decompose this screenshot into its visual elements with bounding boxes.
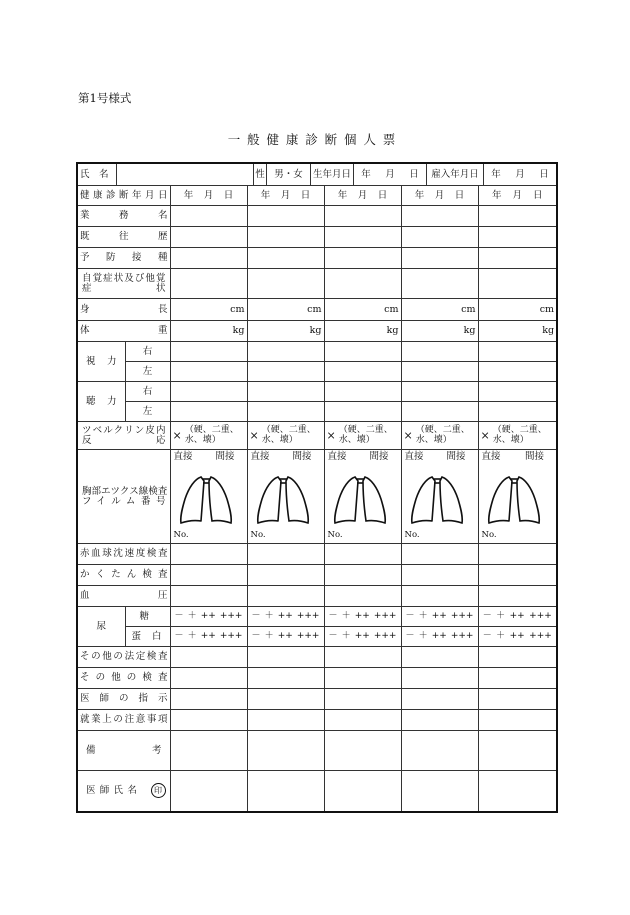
birth-month: 月: [385, 168, 395, 180]
other-legal-row: [77, 647, 557, 668]
hearing-cell[interactable]: [478, 402, 557, 422]
history-cell[interactable]: [324, 227, 401, 248]
remarks-cell[interactable]: [478, 731, 557, 771]
weight-cell[interactable]: kg: [478, 321, 557, 342]
doctor-instruction-cell[interactable]: [401, 689, 478, 710]
sugar-cell[interactable]: － ＋ ++ +++: [247, 607, 324, 627]
symptoms-label: 自覚症状及び他覚 症状: [77, 269, 170, 299]
other-exam-row: [77, 668, 557, 689]
symptoms-cell[interactable]: [247, 269, 324, 299]
other-legal-cell[interactable]: [401, 647, 478, 668]
vision-cell[interactable]: [478, 342, 557, 362]
vision-cell[interactable]: [401, 362, 478, 382]
tuberculin-row: [77, 422, 557, 450]
vision-cell[interactable]: [401, 342, 478, 362]
esr-cell[interactable]: [247, 544, 324, 565]
tuberculin-cell[interactable]: × （硬、二重、 水、壊）: [324, 422, 401, 450]
work-notes-cell[interactable]: [324, 710, 401, 731]
sex-label: 性: [254, 164, 267, 185]
other-legal-cell[interactable]: [170, 647, 247, 668]
vision-cell[interactable]: [170, 342, 247, 362]
vaccination-cell[interactable]: [401, 248, 478, 269]
vision-cell[interactable]: [170, 362, 247, 382]
other-exam-cell[interactable]: [478, 668, 557, 689]
birth-label: 生年月日: [311, 164, 354, 185]
height-cell[interactable]: cm: [170, 299, 247, 321]
job-cell[interactable]: [478, 206, 557, 227]
doctor-name-cell[interactable]: [247, 771, 324, 812]
urine-protein-row: [77, 627, 557, 647]
symptoms-cell[interactable]: [170, 269, 247, 299]
remarks-cell[interactable]: [401, 731, 478, 771]
history-cell[interactable]: [478, 227, 557, 248]
sugar-label: 糖: [125, 607, 170, 627]
doctor-name-cell[interactable]: [478, 771, 557, 812]
weight-label: 体重: [77, 321, 170, 342]
exam-date-cell[interactable]: 年 月 日: [247, 186, 324, 206]
other-legal-cell[interactable]: [324, 647, 401, 668]
weight-cell[interactable]: kg: [401, 321, 478, 342]
history-label: 既往歴: [77, 227, 170, 248]
vision-right-row: [77, 342, 557, 362]
history-cell[interactable]: [170, 227, 247, 248]
sex-field[interactable]: 男・女: [267, 164, 311, 185]
hearing-cell[interactable]: [324, 402, 401, 422]
height-cell[interactable]: cm: [478, 299, 557, 321]
protein-cell[interactable]: － ＋ ++ +++: [170, 627, 247, 647]
vision-cell[interactable]: [247, 342, 324, 362]
other-exam-cell[interactable]: [247, 668, 324, 689]
exam-date-cell[interactable]: 年 月 日: [401, 186, 478, 206]
protein-cell[interactable]: － ＋ ++ +++: [247, 627, 324, 647]
hire-year: 年: [491, 168, 501, 180]
vision-cell[interactable]: [247, 362, 324, 382]
bp-cell[interactable]: [324, 586, 401, 607]
other-exam-label: その他の検査: [77, 668, 170, 689]
esr-cell[interactable]: [324, 544, 401, 565]
vaccination-cell[interactable]: [478, 248, 557, 269]
doctor-instruction-cell[interactable]: [247, 689, 324, 710]
lungs-icon: [408, 473, 468, 525]
symptoms-row: [77, 269, 557, 299]
hearing-cell[interactable]: [478, 382, 557, 402]
remarks-cell[interactable]: [324, 731, 401, 771]
tuberculin-label: ツベルクリン皮内 反応: [77, 422, 170, 450]
xray-cell[interactable]: 直接 間接 No.: [247, 450, 324, 544]
urine-sugar-row: [77, 607, 557, 627]
lungs-icon: [331, 473, 391, 525]
bp-cell[interactable]: [247, 586, 324, 607]
height-cell[interactable]: cm: [324, 299, 401, 321]
name-label: 氏 名: [78, 164, 117, 185]
vision-cell[interactable]: [324, 342, 401, 362]
weight-cell[interactable]: kg: [324, 321, 401, 342]
doctor-name-row: [77, 771, 557, 812]
bp-cell[interactable]: [170, 586, 247, 607]
vision-left-row: [77, 362, 557, 382]
hearing-cell[interactable]: [324, 382, 401, 402]
sputum-cell[interactable]: [401, 565, 478, 586]
symptoms-cell[interactable]: [324, 269, 401, 299]
work-notes-cell[interactable]: [170, 710, 247, 731]
xray-cell[interactable]: 直接 間接 No.: [478, 450, 557, 544]
remarks-cell[interactable]: [247, 731, 324, 771]
other-legal-cell[interactable]: [247, 647, 324, 668]
doctor-instruction-cell[interactable]: [478, 689, 557, 710]
height-row: [77, 299, 557, 321]
vaccination-cell[interactable]: [170, 248, 247, 269]
hearing-cell[interactable]: [170, 402, 247, 422]
other-legal-label: その他の法定検査: [77, 647, 170, 668]
hearing-left-row: [77, 402, 557, 422]
vaccination-cell[interactable]: [324, 248, 401, 269]
tuberculin-cell[interactable]: × （硬、二重、 水、壊）: [247, 422, 324, 450]
vaccination-label: 予防接種: [77, 248, 170, 269]
exam-date-cell[interactable]: 年 月 日: [478, 186, 557, 206]
height-cell[interactable]: cm: [247, 299, 324, 321]
protein-cell[interactable]: － ＋ ++ +++: [401, 627, 478, 647]
symptoms-cell[interactable]: [401, 269, 478, 299]
hearing-right-label: 右: [125, 382, 170, 402]
work-notes-cell[interactable]: [478, 710, 557, 731]
esr-cell[interactable]: [478, 544, 557, 565]
hire-field[interactable]: [484, 164, 556, 185]
doctor-name-cell[interactable]: [401, 771, 478, 812]
other-exam-cell[interactable]: [324, 668, 401, 689]
other-exam-cell[interactable]: [401, 668, 478, 689]
height-label: 身長: [77, 299, 170, 321]
form-title: 一般健康診断個人票: [227, 132, 403, 147]
birth-field[interactable]: [354, 164, 427, 185]
xray-label: 胸部エツクス線検査 フイルム番号: [77, 450, 170, 544]
hearing-cell[interactable]: [170, 382, 247, 402]
sputum-cell[interactable]: [324, 565, 401, 586]
hearing-cell[interactable]: [247, 382, 324, 402]
vision-cell[interactable]: [324, 362, 401, 382]
doctor-name-cell[interactable]: [170, 771, 247, 812]
vision-left-label: 左: [125, 362, 170, 382]
job-row: [77, 206, 557, 227]
exam-date-row: [77, 186, 557, 206]
hearing-cell[interactable]: [401, 382, 478, 402]
job-cell[interactable]: [170, 206, 247, 227]
hire-day: 日: [539, 168, 549, 180]
esr-cell[interactable]: [401, 544, 478, 565]
hearing-right-row: [77, 382, 557, 402]
name-field[interactable]: [117, 164, 254, 185]
vaccination-row: [77, 248, 557, 269]
esr-row: [77, 544, 557, 565]
bp-row: [77, 586, 557, 607]
doctor-instruction-cell[interactable]: [170, 689, 247, 710]
esr-cell[interactable]: [170, 544, 247, 565]
exam-date-cell[interactable]: 年 月 日: [324, 186, 401, 206]
sugar-cell[interactable]: － ＋ ++ +++: [170, 607, 247, 627]
xray-cell[interactable]: 直接 間接 No.: [401, 450, 478, 544]
exam-date-label: 健康診断年月日: [77, 186, 170, 206]
other-exam-cell[interactable]: [170, 668, 247, 689]
hire-label: 雇入年月日: [427, 164, 484, 185]
remarks-row: [77, 731, 557, 771]
other-legal-cell[interactable]: [478, 647, 557, 668]
work-notes-row: [77, 710, 557, 731]
hearing-cell[interactable]: [401, 402, 478, 422]
header-row: [77, 163, 557, 186]
job-cell[interactable]: [247, 206, 324, 227]
height-cell[interactable]: cm: [401, 299, 478, 321]
hearing-cell[interactable]: [247, 402, 324, 422]
protein-label: 蛋白: [125, 627, 170, 647]
tuberculin-cell[interactable]: × （硬、二重、 水、壊）: [170, 422, 247, 450]
birth-day: 日: [409, 168, 419, 180]
birth-year: 年: [361, 168, 371, 180]
sugar-cell[interactable]: － ＋ ++ +++: [401, 607, 478, 627]
job-cell[interactable]: [324, 206, 401, 227]
xray-row: [77, 450, 557, 544]
protein-cell[interactable]: － ＋ ++ +++: [478, 627, 557, 647]
tuberculin-cell[interactable]: × （硬、二重、 水、壊）: [478, 422, 557, 450]
vision-right-label: 右: [125, 342, 170, 362]
sugar-cell[interactable]: － ＋ ++ +++: [324, 607, 401, 627]
sputum-row: [77, 565, 557, 586]
bp-cell[interactable]: [478, 586, 557, 607]
urine-label: 尿: [77, 607, 125, 647]
doctor-name-cell[interactable]: [324, 771, 401, 812]
weight-row: [77, 321, 557, 342]
remarks-label: 備考: [77, 731, 170, 771]
vaccination-cell[interactable]: [247, 248, 324, 269]
hearing-left-label: 左: [125, 402, 170, 422]
doctor-instruction-label: 医師の指示: [77, 689, 170, 710]
sputum-cell[interactable]: [247, 565, 324, 586]
hire-month: 月: [515, 168, 525, 180]
work-notes-cell[interactable]: [401, 710, 478, 731]
sputum-cell[interactable]: [478, 565, 557, 586]
doctor-name-label: 医師氏名 印: [77, 771, 170, 812]
tuberculin-cell[interactable]: × （硬、二重、 水、壊）: [401, 422, 478, 450]
work-notes-cell[interactable]: [247, 710, 324, 731]
lungs-icon: [485, 473, 545, 525]
sputum-label: かくたん検査: [77, 565, 170, 586]
exam-date-cell[interactable]: 年 月 日: [170, 186, 247, 206]
weight-cell[interactable]: kg: [247, 321, 324, 342]
remarks-cell[interactable]: [170, 731, 247, 771]
bp-cell[interactable]: [401, 586, 478, 607]
esr-label: 赤血球沈速度検査: [77, 544, 170, 565]
doctor-instruction-row: [77, 689, 557, 710]
doctor-instruction-cell[interactable]: [324, 689, 401, 710]
xray-cell[interactable]: 直接 間接 No.: [170, 450, 247, 544]
vision-label: 視力: [77, 342, 125, 382]
sputum-cell[interactable]: [170, 565, 247, 586]
seal-mark: 印: [151, 783, 166, 798]
form-number: 第1号様式: [78, 91, 132, 105]
weight-cell[interactable]: kg: [170, 321, 247, 342]
lungs-icon: [177, 473, 237, 525]
health-record-table: [76, 162, 558, 813]
hearing-label: 聴力: [77, 382, 125, 422]
history-row: [77, 227, 557, 248]
protein-cell[interactable]: － ＋ ++ +++: [324, 627, 401, 647]
work-notes-label: 就業上の注意事項: [77, 710, 170, 731]
history-cell[interactable]: [401, 227, 478, 248]
symptoms-cell[interactable]: [478, 269, 557, 299]
job-label: 業務名: [77, 206, 170, 227]
bp-label: 血圧: [77, 586, 170, 607]
sugar-cell[interactable]: － ＋ ++ +++: [478, 607, 557, 627]
xray-cell[interactable]: 直接 間接 No.: [324, 450, 401, 544]
vision-cell[interactable]: [478, 362, 557, 382]
history-cell[interactable]: [247, 227, 324, 248]
lungs-icon: [254, 473, 314, 525]
job-cell[interactable]: [401, 206, 478, 227]
